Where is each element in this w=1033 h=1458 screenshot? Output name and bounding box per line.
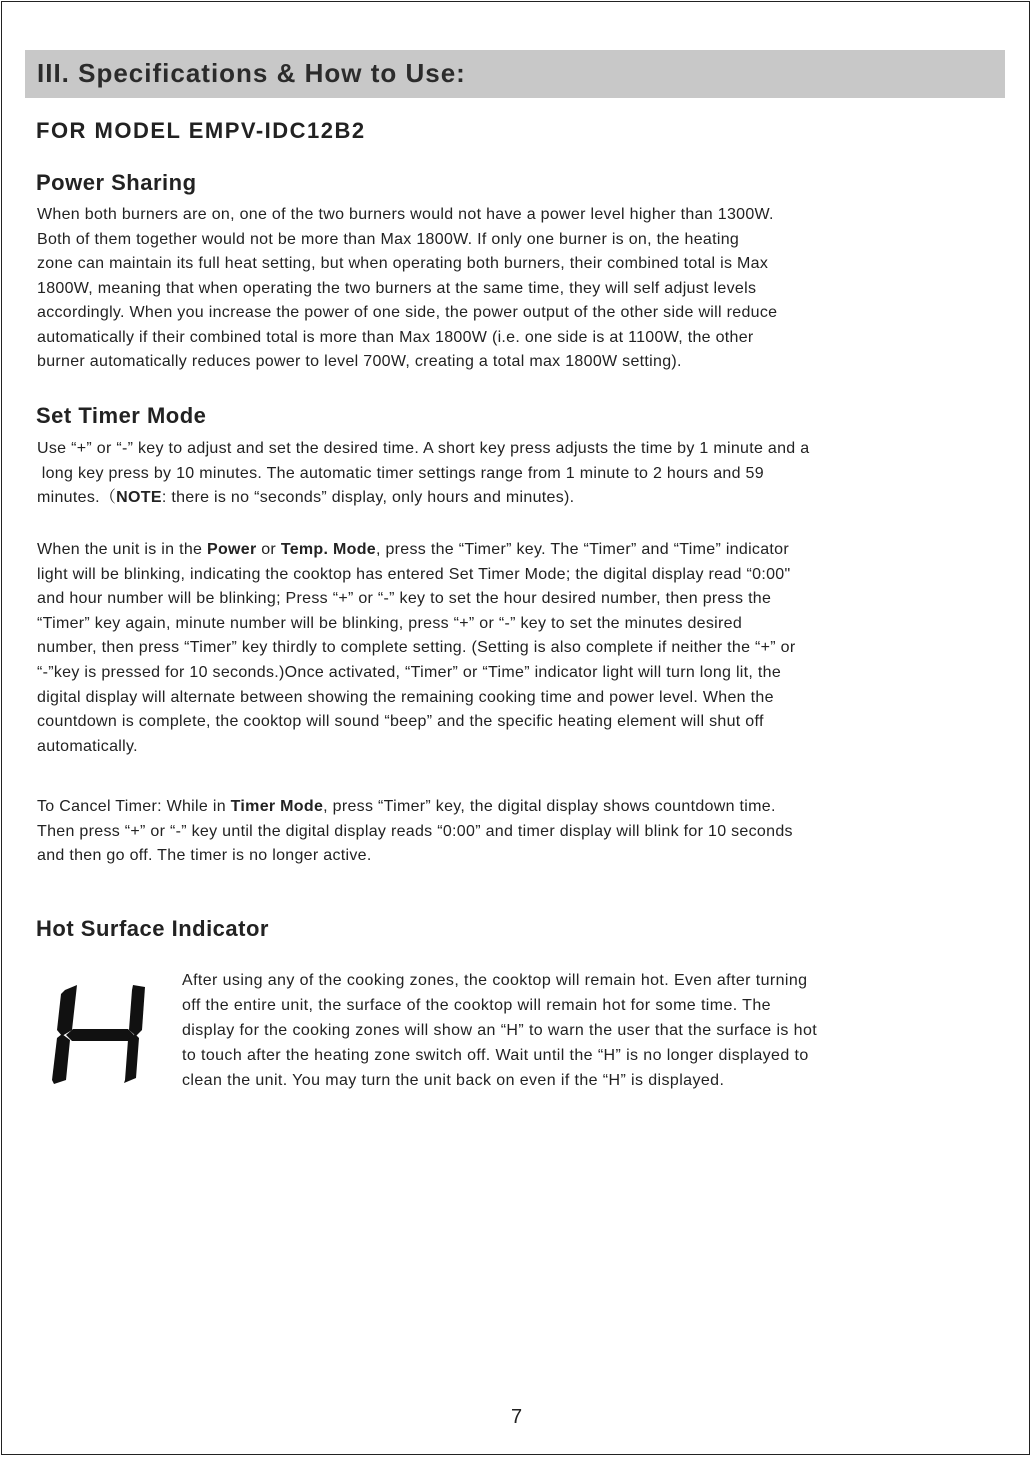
text-line: number, then press “Timer” key thirdly to complete setting. (Setting is also complete if neither the “+” or <box>37 639 796 657</box>
text-line <box>37 486 987 511</box>
text-line: Both of them together would not be more than Max 1800W. If only one burner is on, the heating <box>37 230 740 248</box>
temp-mode-label: Temp. Mode <box>280 541 376 558</box>
text-line: When both burners are on, one of the two burners would not have a power level higher than 1300W. <box>37 206 774 223</box>
section-header-bar <box>25 50 1005 98</box>
power-mode-label: Power <box>206 541 257 558</box>
text-line: 1800W, meaning that when operating the two burners at the same time, they will self adjust levels <box>37 279 757 297</box>
note-label: NOTE <box>116 489 162 506</box>
text-run: minutes.（ <box>37 489 117 506</box>
text-line: burner automatically reduces power to level 700W, creating a total max 1800W setting). <box>37 353 682 370</box>
hot-surface-paragraph <box>182 968 972 1093</box>
text-line: and hour number will be blinking; Press “+” or “-” key to set the hour desired number, then press the <box>37 590 772 608</box>
text-line: countdown is complete, the cooktop will sound “beep” and the specific heating element will shut off <box>37 713 764 731</box>
set-timer-paragraph-1 <box>37 437 987 511</box>
page-number: 7 <box>510 1406 523 1428</box>
text-run: or <box>256 541 281 558</box>
text-run: : there is no “seconds” display, only hours and minutes). <box>161 489 575 506</box>
text-line: “Timer” key again, minute number will be blinking, press “+” or “-” key to set the minutes desired <box>37 614 743 632</box>
hot-surface-heading: Hot Surface Indicator <box>36 916 269 941</box>
cancel-timer-paragraph <box>37 795 987 869</box>
text-line: accordingly. When you increase the power of one side, the power output of the other side will reduce <box>37 304 778 321</box>
text-line: After using any of the cooking zones, the cooktop will remain hot. Even after turning <box>182 972 808 989</box>
text-run: To Cancel Timer: While in <box>37 798 231 815</box>
text-line: “-”key is pressed for 10 seconds.)Once activated, “Timer” or “Time” indicator light will turn long lit, the <box>37 663 782 681</box>
power-sharing-heading: Power Sharing <box>36 170 197 195</box>
text-line: automatically. <box>37 737 138 755</box>
timer-mode-label: Timer Mode <box>230 798 324 815</box>
text-line: display for the cooking zones will show an “H” to warn the user that the surface is hot <box>182 1022 818 1039</box>
text-line: and then go off. The timer is no longer active. <box>37 847 372 864</box>
power-sharing-paragraph <box>37 203 987 375</box>
text-line <box>37 538 987 563</box>
text-line: digital display will alternate between showing the remaining cooking time and power level. When the <box>37 688 774 706</box>
set-timer-heading: Set Timer Mode <box>36 403 207 428</box>
set-timer-paragraph-2 <box>37 538 987 759</box>
text-line: to touch after the heating zone switch off. Wait until the “H” is no longer displayed to <box>182 1047 809 1064</box>
text-line: Then press “+” or “-” key until the digital display reads “0:00” and timer display will blink for 10 seconds <box>37 822 793 840</box>
text-line <box>37 795 987 820</box>
text-line: Use “+” or “-” key to adjust and set the desired time. A short key press adjusts the time by 1 minute and a <box>37 440 810 457</box>
text-run: , press the “Timer” key. The “Timer” and “Time” indicator <box>375 541 790 558</box>
text-line: automatically if their combined total is more than Max 1800W (i.e. one side is at 1100W, the other <box>37 328 754 346</box>
text-line: long key press by 10 minutes. The automatic timer settings range from 1 minute to 2 hours and 59 <box>37 464 764 482</box>
text-run: , press “Timer” key, the digital display shows countdown time. <box>323 798 776 815</box>
text-line: off the entire unit, the surface of the cooktop will remain hot for some time. The <box>182 997 771 1014</box>
text-run: When the unit is in the <box>37 541 207 558</box>
text-line: light will be blinking, indicating the cooktop has entered Set Timer Mode; the digital display read “0:00" <box>37 565 791 583</box>
section-title: III. Specifications & How to Use: <box>37 58 466 88</box>
text-line: zone can maintain its full heat setting, but when operating both burners, their combined total is Max <box>37 255 769 272</box>
text-line: clean the unit. You may turn the unit back on even if the “H” is displayed. <box>182 1072 725 1089</box>
seven-segment-H-icon <box>48 982 153 1087</box>
model-heading: FOR MODEL EMPV-IDC12B2 <box>36 118 366 143</box>
